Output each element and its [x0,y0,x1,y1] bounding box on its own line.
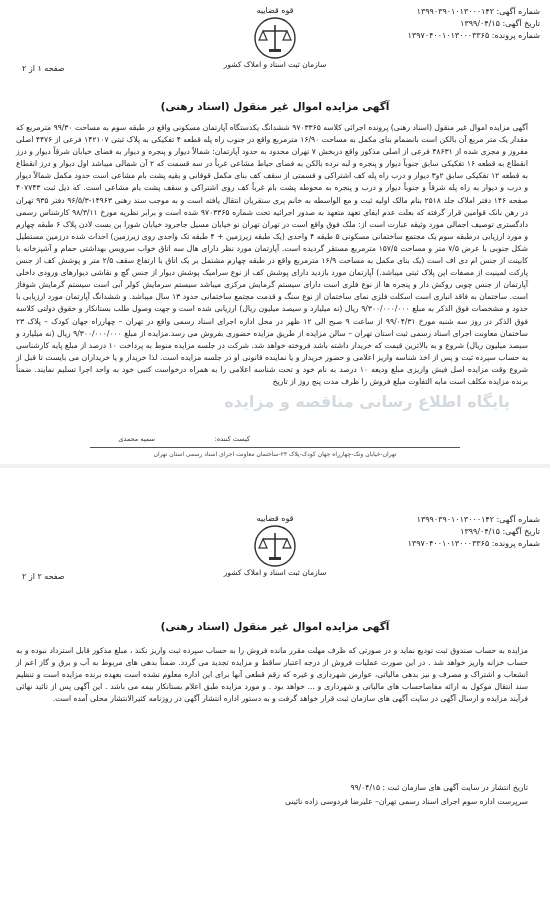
notice-number: شماره آگهی: ۱۳۹۹۰۳۹۰۱۰۱۳۰۰۰۱۴۲ [416,7,540,16]
notice-title: آگهی مزایده اموال غیر منقول (اسناد رهنی) [160,621,390,633]
file-number: شماره پرونده: ۱۳۹۷۰۴۰۰۱۰۱۳۰۰۰۳۳۶۵ [407,31,540,40]
checker-label: کیست کننده: [214,435,250,443]
scales-icon [253,524,297,568]
divider [90,447,460,448]
publish-date-line: تاریخ انتشار در سایت آگهی های سازمان ثبت : ۹۹/۰۴/۱۵ [350,783,528,792]
notice-meta [408,6,540,42]
page-2 [0,466,550,906]
page-number: صفحه ۲ از ۲ [22,572,65,581]
checker-name: سمیه محمدی [118,435,155,443]
file-number: شماره پرونده: ۱۳۹۷۰۴۰۰۱۰۱۳۰۰۰۳۳۶۵ [407,539,540,548]
judiciary-name: قوه قضاییه [256,6,294,15]
judiciary-emblem [200,6,350,70]
notice-date: تاریخ آگهی: ۱۳۹۹/۰۴/۱۵ [460,527,540,536]
notice-date: تاریخ آگهی: ۱۳۹۹/۰۴/۱۵ [460,19,540,28]
office-address: تهران-خیابان ونک-چهارراه جهان کودک-پلاک ۲۳-ساختمان معاونت اجرای اسناد رسمی استان تهران [153,451,397,458]
judiciary-name: قوه قضاییه [256,514,294,523]
registration-org-name: سازمان ثبت اسناد و املاک کشور [223,568,327,577]
judiciary-emblem [200,514,350,578]
scales-icon [253,16,297,60]
notice-number: شماره آگهی: ۱۳۹۹۰۳۹۰۱۰۱۳۰۰۰۱۴۲ [416,515,540,524]
notice-title: آگهی مزایده اموال غیر منقول (اسناد رهنی) [160,101,390,113]
watermark: پایگاه اطلاع رسانی مناقصه و مزایده [224,392,510,411]
page-number: صفحه ۱ از ۲ [22,64,65,73]
notice-meta [408,514,540,550]
registration-org-name: سازمان ثبت اسناد و املاک کشور [223,60,327,69]
notice-body: مزایده به حساب صندوق ثبت تودیع نماید و در صورتی که ظرف مهلت مقرر مانده فروش را به حساب سپرده ثبت واریز نکند ، مبلغ مذکور قابل استرداد نبوده و به حساب خزانه واریز خواهد شد . در این صورت عملیات فروش از درجه اعتبار ساقط و مزایده تجدید می گردد. ضمناً بدهی های مربوط به آب و برق و گاز اعم از انشعاب و اشتراک و مصرف و نیز بدهی مالیاتی، عوارض شهرداری و غیره که رقم قطعی آنها برای این اداره معلوم نشده است بعهده برنده مزایده است و تنظیم سند انتقال موکول به ارائه مفاصاحساب های مالیاتی و شهرداری و ... خواهد بود . و مورد مزایده طبق اعلام بستانکار بیمه می باشد . این آگهی پس از تائید نهائی فرآیند مزایده و ارسال آگهی در سایت آگهی های سازمان ثبت قرار خواهد گرفت و به دستور اداره انتشار آگهی در روزنامه کثیرالانتشار محلی آمده است. [16,646,528,704]
signature-line: سرپرست اداره سوم اجرای اسناد رسمی تهران– علیرضا فردوسی زاده نائینی [284,797,528,806]
notice-body: آگهی مزایده اموال غیر منقول (اسناد رهنی) پرونده اجرائی کلاسه ۹۷۰۳۳۶۵ ششدانگ یکدستگاه آپارتمان مسکونی واقع در طبقه سوم به مساحت ۹۹/۳۰ مترمربع که مقدار یک متر مربع آن بالکن است بانضمام بنای مکمل به مساحت ۱۶/۹۰ مترمربع واقع در جنوب راه پله قطعه ۴ تفکیکی به پلاک ثبتی ۱۴۲۱۰۷ فرعی از ۴۴۷۶ اصلی مفروز و مجزی شده از ۴۸۶۳۱ فرعی از اصلی مذکور واقع دربخش ۷ تهران محدود به حدود آپارتمان: شمالاً دیوار و پنجره و دیوار به فضای خیابان شرقاً دیوار و درز انقطاع به قطعه ۱۶ تفکیکی سابق جنوباً دیوار و پنجره و لبه نرده بالکن به فضای حیاط مشاعی غرباً در سه قسمت که ۲ آن شمالی میباشد اول دیوار و درز انقطاع به قطعه ۱۲ تفکیکی سابق ۲و۳ دیوار و درب راه پله کف اشتراکی و قسمتی از سقف کف بنای مکمل قوقانی و بقیه پشت بام مشاعی است حدود مکمل شمالاً دیوار و درب و دیوار به راه پله شرقاً و جنوباً دیوار و درب و پنجره به محوطه پشت بام غرباً کف روی اشتراکی و سقف پشت بام مشاعی است. که ذیل ثبت ۴۰۷۷۴۳ صفحه ۱۴۶ دفتر املاک جلد ۲۵۱۸ بنام مالک اولیه ثبت و مع الواسطه به خانم پری سنقریان انتقال یافته است و به موجب سند رهنی ۱۴۹۶۳-۹۶/۵/۳ دفتر ۹۳۵ تهران در رهن بانک قوامین قرار گرفته که بعلت عدم ایفای تعهد متعهد به صدور اجرائیه تحت شماره ۹۷۰۳۳۶۵ شده است و برابر نظریه مورخ ۹۸/۳/۱۱ کارشناس رسمی دادگستری توصیف اجمالی مورد وثیقه عبارت است از: ملک فوق واقع است در تهران تهران نو خیابان مسیل جاجرود خیابان شورا بن بست لادن پلاک ۶ طبقه چهارم و مورد ارزیابی درطبقه سوم یک مجتمع ساختمانی مسکونی ۵ طبقه ۴ واحدی (یک طبقه زیرزمین + ۴ طبقه تک واحدی روی زیرزمین) احداث شده درزمین مستطیل شکل جنوبی با عرض ۷/۵ متر و مساحت ۱۵۷/۵ مترمربع مستقر گردیده است. آپارتمان مورد نظر دارای هال سه اتاق خواب سرویس بهداشتی حمام و آشپزخانه با کابینت از جنس ام دی اف است (یک بنای مکمل به مساحت ۱۶/۹ مترمربع واقع در طبقه چهارم مشتمل بر یک اتاق با ارتفاع سقف ۲/۵ متر و پوشش کف از جنس پارکت لمینیت از مصفات این پلاک ثبتی میباشد.) آپارتمان مورد بازدید دارای پوشش کف از نوع سرامیک پوشش دیوار از جنس گچ و نقاشی دیوارهای ورودی داخلی آپارتمان از جنس چوبی روکش دار و پنجره ها از نوع فلزی است دارای سیستم گرمایش مرکزی میباشد سیستم سرمایش کولر آبی است سیستم گرمایش شوفاژ است. ساختمان به فاقد انباری است اسکلت فلزی نمای ساختمان از نوع سنگ و قدمت مجتمع ساختمانی حدود ۱۳ سال میباشد. و ششدانگ آپارتمان مورد ارزیابی با حدود و مشخصات فوق الذکر به مبلغ ۹/۳۰۰/۰۰۰/۰۰۰ ریال (نه میلیارد و سیصد میلیون ریال) ارزیابی شده است و جهت وصول طلب بستانکار و حقوق دولتی کلاسه فوق الذکر در روز سه شنبه مورخ ۹۹/۰۴/۳۱ از ساعت ۹ صبح الی ۱۲ ظهر در محل اداره اجرای اسناد رسمی واقع در تهران – چهارراه جهان کودک – پلاک ۲۳ ساختمان معاونت اجرای اسناد رسمی ثبت استان تهران – سالن مزایده از طریق مزایده حضوری بفروش می رسد.مزایده از مبلغ ۹/۳۰۰/۰۰۰/۰۰۰ ریال (نه میلیارد و سیصد میلیون ریال) شروع و به بالاترین قیمت که خریدار داشته باشد فروخته خواهد شد. شرکت در جلسه مزایده منوط به پرداخت ۱۰ درصد از مبلغ پایه کارشناسی به حساب سپرده ثبت و پس از اخذ شناسه واریز اعلامی و حضور خریدار و یا نماینده قانونی او در جلسه مزایده است. لذا خریدار و یا خریداران می بایست تا قبل از شروع وقت مزایده اصل فیش واریزی مبلغ ودیعه ۱۰ درصد به نام خود و تحت شناسه اعلامی را به همراه درخواست کتبی خود به واحد اجرا تسلیم نمایند. ضمناً برنده مزایده مکلف است مابه التفاوت مبلغ فروش را ظرف مدت پنج روز از تاریخ [16,123,529,386]
